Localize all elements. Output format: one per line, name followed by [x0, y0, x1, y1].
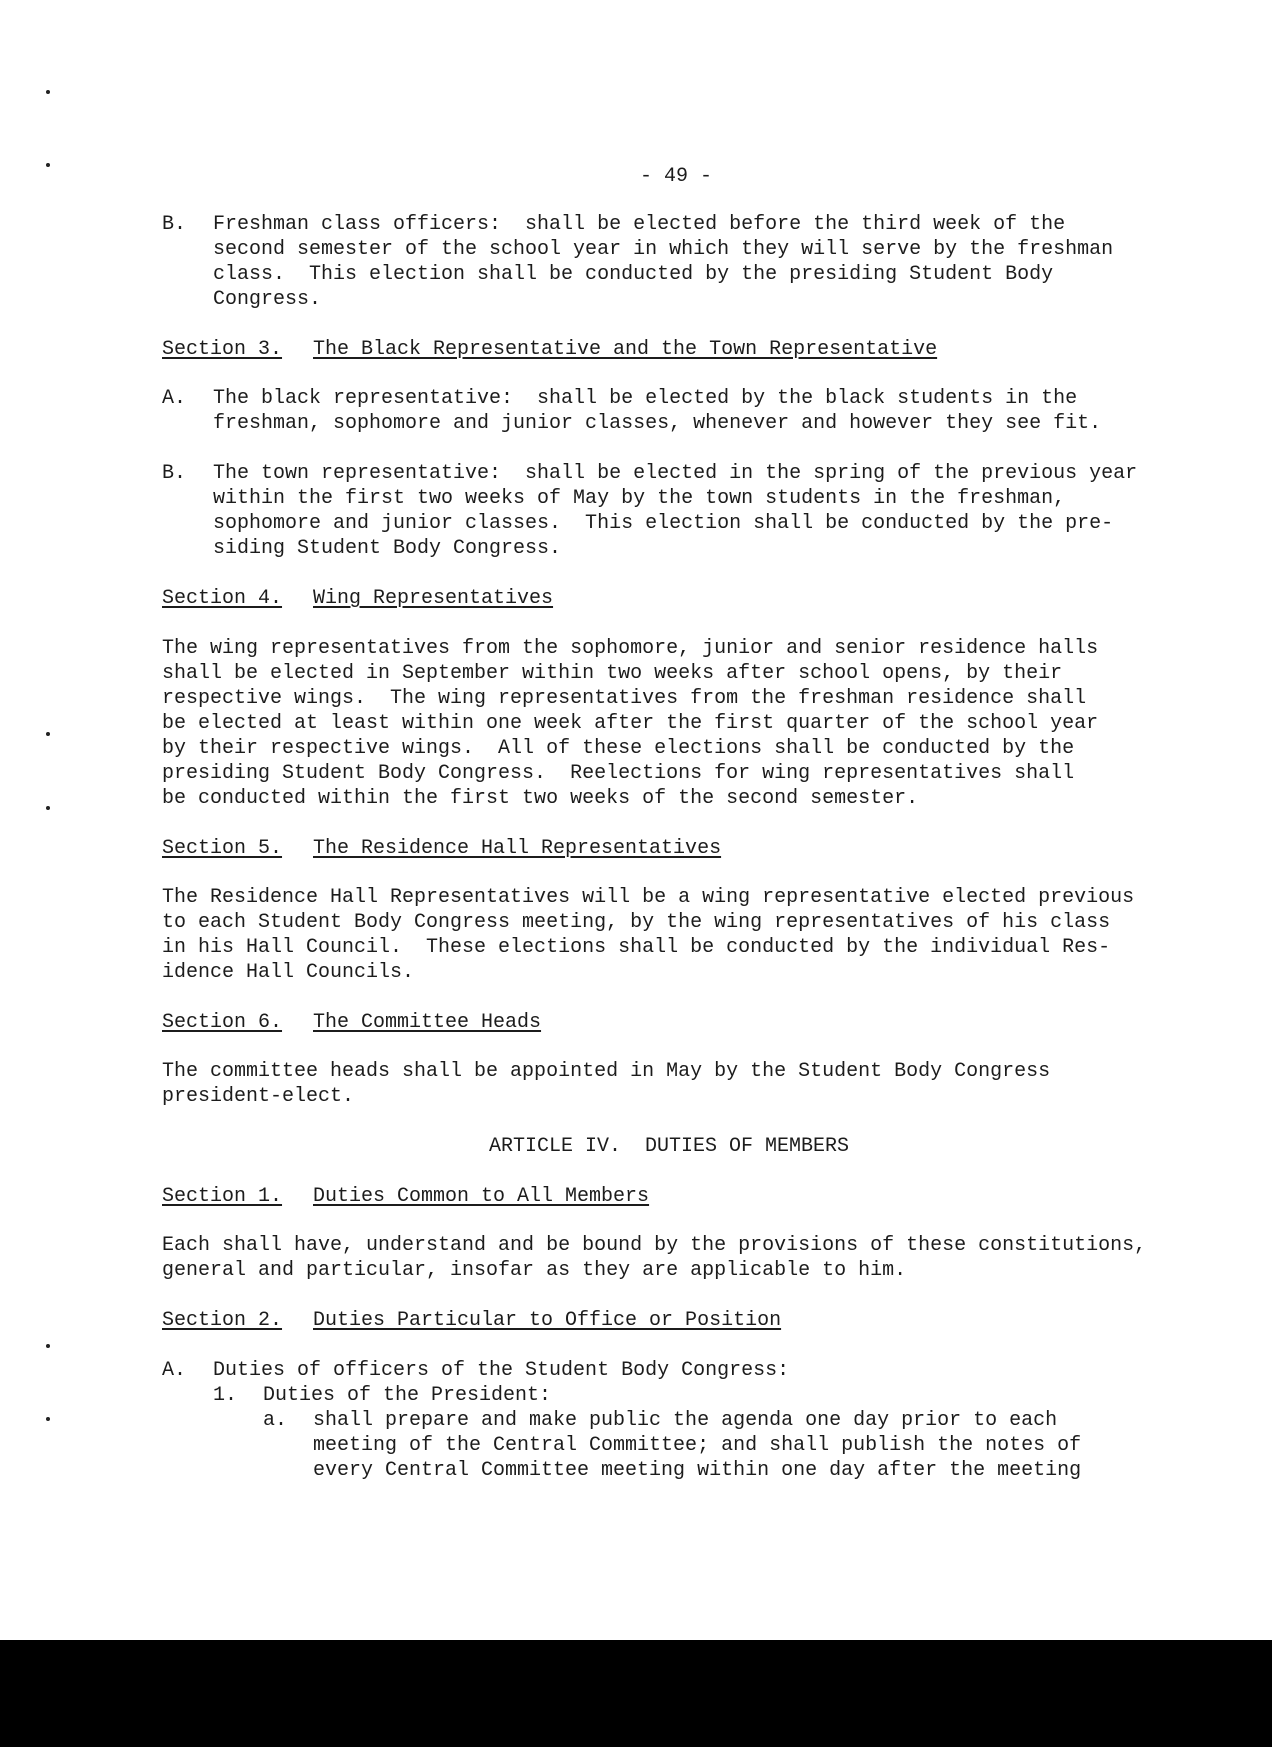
paragraph-line: be elected at least within one week after the first quarter of the school year [162, 712, 1099, 735]
paragraph-line: shall prepare and make public the agenda one day prior to each [313, 1409, 1058, 1432]
scan-speck [46, 806, 50, 810]
paragraph-line: Freshman class officers: shall be elected before the third week of the [213, 213, 1066, 236]
paragraph-line: class. This election shall be conducted by the presiding Student Body [213, 263, 1054, 286]
section-title: Duties Particular to Office or Position [313, 1309, 782, 1332]
paragraph-line: The Residence Hall Representatives will be a wing representative elected previous [162, 886, 1135, 909]
list-marker: A. [162, 387, 187, 410]
section-number: Section 2. [162, 1309, 283, 1332]
scan-bottom-border [0, 1640, 1272, 1747]
paragraph-line: The wing representatives from the sophomore, junior and senior residence halls [162, 637, 1099, 660]
paragraph-line: presiding Student Body Congress. Reelections for wing representatives shall [162, 762, 1075, 785]
paragraph-line: The black representative: shall be elected by the black students in the [213, 387, 1078, 410]
section-title: The Black Representative and the Town Representative [313, 338, 938, 361]
paragraph-line: general and particular, insofar as they are applicable to him. [162, 1259, 907, 1282]
paragraph-line: freshman, sophomore and junior classes, whenever and however they see fit. [213, 412, 1102, 435]
list-marker: B. [162, 462, 187, 485]
list-marker: 1. [213, 1384, 238, 1407]
section-title: Wing Representatives [313, 587, 554, 610]
scan-speck [46, 732, 50, 736]
section-title: The Committee Heads [313, 1011, 542, 1034]
scan-speck [46, 90, 50, 94]
list-marker: a. [263, 1409, 288, 1432]
list-item-text: Duties of officers of the Student Body Congress: [213, 1359, 790, 1382]
paragraph-line: The committee heads shall be appointed in May by the Student Body Congress [162, 1060, 1051, 1083]
section-title: Duties Common to All Members [313, 1185, 650, 1208]
list-item-text: Duties of the President: [263, 1384, 552, 1407]
paragraph-line: by their respective wings. All of these elections shall be conducted by the [162, 737, 1075, 760]
paragraph-line: The town representative: shall be elected in the spring of the previous year [213, 462, 1138, 485]
scan-speck [46, 1344, 50, 1348]
paragraph-line: shall be elected in September within two weeks after school opens, by their [162, 662, 1063, 685]
scan-speck [46, 163, 50, 167]
paragraph-line: to each Student Body Congress meeting, by the wing representatives of his class [162, 911, 1111, 934]
scan-speck [46, 1417, 50, 1421]
paragraph-line: sophomore and junior classes. This election shall be conducted by the pre- [213, 512, 1114, 535]
paragraph-line: idence Hall Councils. [162, 961, 415, 984]
section-title: The Residence Hall Representatives [313, 837, 722, 860]
page-number: - 49 - [640, 165, 713, 188]
section-number: Section 4. [162, 587, 283, 610]
section-number: Section 6. [162, 1011, 283, 1034]
list-marker: B. [162, 213, 187, 236]
section-number: Section 1. [162, 1185, 283, 1208]
paragraph-line: every Central Committee meeting within one day after the meeting [313, 1459, 1082, 1482]
paragraph-line: president-elect. [162, 1085, 355, 1108]
paragraph-line: in his Hall Council. These elections shall be conducted by the individual Res- [162, 936, 1111, 959]
paragraph-line: Congress. [213, 288, 322, 311]
paragraph-line: second semester of the school year in which they will serve by the freshman [213, 238, 1114, 261]
paragraph-line: be conducted within the first two weeks of the second semester. [162, 787, 919, 810]
section-number: Section 3. [162, 338, 283, 361]
paragraph-line: siding Student Body Congress. [213, 537, 562, 560]
paragraph-line: Each shall have, understand and be bound by the provisions of these constitutions, [162, 1234, 1147, 1257]
paragraph-line: meeting of the Central Committee; and shall publish the notes of [313, 1434, 1082, 1457]
section-number: Section 5. [162, 837, 283, 860]
paragraph-line: respective wings. The wing representatives from the freshman residence shall [162, 687, 1087, 710]
paragraph-line: within the first two weeks of May by the town students in the freshman, [213, 487, 1066, 510]
list-marker: A. [162, 1359, 187, 1382]
article-heading: ARTICLE IV. DUTIES OF MEMBERS [489, 1135, 850, 1158]
